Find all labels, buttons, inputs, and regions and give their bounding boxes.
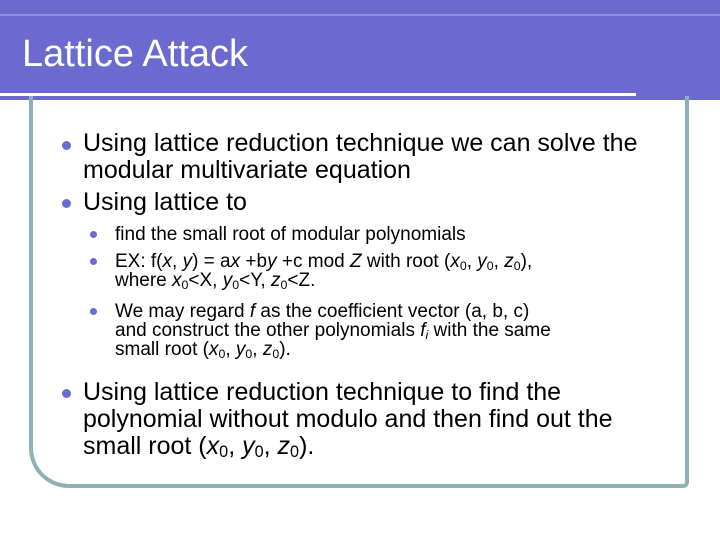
bullet-text-2 [83,189,673,216]
bullet-icon [62,141,71,150]
sub-bullet-text-2: EX: f(x, y) = ax +by +c mod Z with root ($x_0$, $y_0$, $z_0$), where $x_0<X$, $y_0<Y$, $z_0<Z$. [115,251,533,292]
bullet-2-content: Using lattice to [83,188,247,216]
bullet-text-3: Using lattice reduction technique to find the polynomial without modulo and then find out the small root ($x_0$, $y_0$, $z_0$). [83,378,613,461]
bullet-icon [62,389,71,398]
sub-bullet-icon [90,258,97,265]
sub-bullet-text-1 [115,225,670,244]
bullet-icon [62,199,71,208]
sub-bullet-icon [90,231,97,238]
header-accent-line [0,14,720,16]
bullet-1-content: Using lattice reduction technique we can solve the modular multivariate equation [83,129,638,184]
bullet-text-1 [83,130,673,184]
sub-bullet-text-3: We may regard f as the coefficient vector (a, b, c) and construct the other polynomials $f_i$ with the same small root ($x_0$, $y_0$, $z_0$). [115,301,551,361]
slide-title: Lattice Attack [22,33,249,75]
sub-bullet-icon [90,308,97,315]
slide-header [0,0,720,100]
sub-bullet-1-content: find the small root of modular polynomials [115,224,466,245]
